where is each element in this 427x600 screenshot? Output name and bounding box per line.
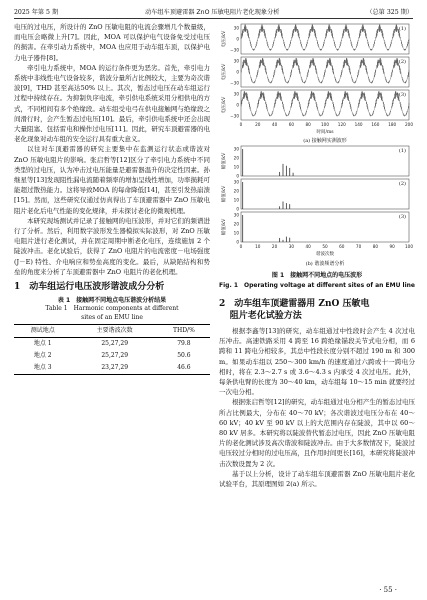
figure-caption-en: Fig. 1 Operating voltage at different sites of an EMU line xyxy=(219,282,415,289)
table-header-row xyxy=(14,325,210,338)
x-tick-label: 30 xyxy=(288,244,295,249)
paragraph: 基于以上分析，设计了动车组车顶避雷器 ZnO 压敏电阻片老化试验平台，其原理图如 2(a) 所示。 xyxy=(219,469,415,489)
y-axis-label: 电压/kV xyxy=(222,30,227,48)
voltage-waveform xyxy=(241,58,409,83)
x-tick-label: 100 xyxy=(405,244,413,249)
y-tick-label: 30 xyxy=(233,91,239,97)
issue-total-label: （总第 325 期） xyxy=(366,8,413,16)
spectrum-axes-frame xyxy=(241,146,409,176)
running-header xyxy=(14,5,413,17)
x-tick-label: 140 xyxy=(354,122,363,127)
page-number: · 55 · xyxy=(379,586,397,594)
y-tick-label: 20 xyxy=(233,221,239,227)
panel-label: (3) xyxy=(398,92,406,98)
x-tick-label: 60 xyxy=(339,244,345,249)
x-tick-label: 200 xyxy=(405,122,413,127)
figure-1-plots xyxy=(219,22,415,270)
table-row xyxy=(14,362,210,375)
x-tick-label: 0 xyxy=(239,244,243,249)
y-tick-label: 20 xyxy=(233,188,239,194)
x-axis-label: 时间/ms xyxy=(316,130,334,135)
panel-label: (2) xyxy=(398,59,406,65)
y-tick-label: 10 xyxy=(233,230,239,236)
issue-label: 2025 年第 5 期 xyxy=(14,8,59,16)
y-tick-label: 0 xyxy=(236,102,239,108)
y-tick-label: 10 xyxy=(233,164,239,170)
y-tick-label: 0 xyxy=(236,206,239,212)
spectrum-axes-frame xyxy=(241,179,409,209)
panel-label: (2) xyxy=(398,181,406,187)
paragraph: 根据李鑫等[13]的研究，动车组通过中性段时会产生 4 次过电压冲击。高速铁路采用 4 跨至 16 跨绝缘锚段关节式电分相，而 6 跨和 11 跨电分相较多，其总中性段长度分别不超过 190 m 和 300 m。如果动车组以 250～300 km/h 的速度通过六跨或十一跨电分相时，将在 2.3～2.7 s 或 3.6～4.3 s 内承受 4 次过电压。此外，每条供电臂的长度为 30～40 km，动车组每 10～15 min 就要经过一次电分相。 xyxy=(219,327,415,397)
table-header: 主要谐波次数 xyxy=(96,327,133,335)
x-tick-label: 80 xyxy=(372,244,379,249)
left-column xyxy=(14,22,210,375)
table-cell: 地点 2 xyxy=(33,352,52,360)
paragraph: 电压的过电压，所设计的 ZnO 压敏电阻的电流会骤增几个数量级，而电压会略微上升[7]。因此，MOA 可以保护电气设备免受过电压的损害。在牵引动力系统中，MOA 也应用于动车组车顶，以保护电力电子器件[8]。 xyxy=(14,23,210,62)
panel-label: (1) xyxy=(398,26,406,32)
table-cell: 79.8 xyxy=(177,340,191,348)
y-axis-label: 电压/kV xyxy=(222,63,227,81)
y-tick-label: 30 xyxy=(233,25,239,31)
voltage-waveform xyxy=(241,25,409,51)
y-axis-label: 电压/kV xyxy=(222,96,227,114)
x-tick-label: 0 xyxy=(239,122,243,127)
table-caption-en: sites of an EMU line xyxy=(81,313,143,321)
figure-1 xyxy=(219,22,415,270)
right-column xyxy=(219,22,415,489)
table-cell: 25,27,29 xyxy=(101,352,129,360)
table-caption-cn: 表 1 接触网不同地点电压谐波分析结果 xyxy=(57,297,167,305)
panel-caption: (a) 接触网实测波形 xyxy=(303,138,347,144)
table-caption-en: Table 1 Harmonic components at different xyxy=(45,305,179,313)
header-rule xyxy=(14,18,413,19)
y-axis-label: 幅值/kV xyxy=(222,218,227,236)
table-header: 测试地点 xyxy=(30,327,55,335)
x-tick-label: 120 xyxy=(337,122,346,127)
panel-label: (3) xyxy=(398,214,406,220)
x-tick-label: 90 xyxy=(389,244,395,249)
y-tick-label: 30 xyxy=(233,58,239,64)
paragraph: 本研究现场测试并记录了接触网的电压波形，并对它们的频谱进行了分析。然后，利用数字波形发生器模拟实际波形，对 ZnO 压敏电阻片进行老化测试，并在固定周期中断老化电压，连续施加 2 个陡波冲击。老化试验后，获得了 ZnO 电阻片的电流密度－电场强度(J－E) 特性、介电响应和势垒高度的变化。最后，从缺陷结构和势垒的角度来分析了车顶避雷器中 ZnO 电阻片的老化机理。 xyxy=(14,216,210,276)
x-tick-label: 50 xyxy=(322,244,328,249)
section-heading: 2 动车组车顶避雷器用 ZnO 压敏电 xyxy=(219,299,370,309)
y-axis-label: 幅值/kV xyxy=(222,152,227,170)
x-tick-label: 180 xyxy=(388,122,397,127)
x-tick-label: 60 xyxy=(288,122,295,127)
y-tick-label: 30 xyxy=(233,212,239,218)
x-axis-label: 谐波次数 xyxy=(316,252,334,257)
x-tick-label: 80 xyxy=(305,122,311,127)
table-cell: 23,27,29 xyxy=(101,364,129,372)
x-tick-label: 40 xyxy=(305,244,311,249)
panel-label: (1) xyxy=(398,148,406,154)
section-heading-cont: 阻片老化试验方法 xyxy=(229,311,302,321)
section-heading: 1 动车组运行电压波形谐波成分分析 xyxy=(14,282,165,293)
x-tick-label: 10 xyxy=(255,244,261,249)
x-tick-label: 20 xyxy=(271,244,278,249)
y-tick-label: −30 xyxy=(230,47,239,53)
running-title: 动车组车顶避雷器 ZnO 压敏电阻片老化现象分析 xyxy=(144,8,280,16)
y-tick-label: 0 xyxy=(236,36,239,42)
y-tick-label: 10 xyxy=(233,197,239,203)
x-tick-label: 160 xyxy=(371,122,380,127)
y-tick-label: 30 xyxy=(233,146,239,152)
table-row xyxy=(14,338,210,351)
panel-caption: (b) 谐波频谱分析 xyxy=(305,261,345,267)
x-tick-label: 20 xyxy=(255,122,261,127)
y-tick-label: 30 xyxy=(233,179,239,185)
x-tick-label: 70 xyxy=(355,244,362,249)
table-row xyxy=(14,350,210,362)
spectrum-axes-frame xyxy=(241,212,409,242)
y-tick-label: −30 xyxy=(230,113,239,119)
table-header: THD/% xyxy=(173,327,195,335)
paragraph: 根据张启哲等[12]的研究，动车组通过电分相产生的暂态过电压所占比例最大，分布在 40～70 kV；各次谐波过电压分布在 40～60 kV；40 kV 至 90 kV 以上的大范围内存在陡波，其中以 60～80 kV 居多。本研究将以陡波替代暂态过电压，因此 ZnO 压敏电阻片的老化测试涉及高次谐波和陡波冲击。由于大多数情况下，陡波过电压较过分相时的过电压高，且作用时间更长[16]，本研究将陡波冲击次数设置为 2 次。 xyxy=(219,398,415,468)
figure-caption-cn: 图 1 接触网不同地点的电压波形 xyxy=(271,272,363,279)
table-cell: 地点 3 xyxy=(33,364,52,372)
y-tick-label: 0 xyxy=(236,173,239,179)
table-cell: 50.6 xyxy=(177,352,191,360)
table-cell: 25,27,29 xyxy=(101,340,129,348)
y-tick-label: 0 xyxy=(236,239,239,245)
harmonic-table xyxy=(14,324,210,375)
y-tick-label: 20 xyxy=(233,155,239,161)
x-tick-label: 40 xyxy=(271,122,278,127)
voltage-waveform xyxy=(241,91,409,116)
paragraph: 牵引电力系统中，MOA 的运行条件更为恶劣。首先，牵引电力系统中非线性电气设备较多，谐波分量所占比例较大，主要为奇次谐波[9]，THD 甚至高达50% 以上。其次，暂态过电压在动车组运行过程中持续存在。为抑制负序电流，牵引供电系统采用分相供电的方式，不同相间有多个绝缘段。动车组受电弓在供电接触网与绝缘段之间滑行时，会产生暂态过电压[10]。最后，牵引供电系统中还会出现大量阻塞、包括雷电和操作过电压[11]。因此，研究车顶避雷器的电老化现象对动车组的安全运行具有重大意义。 xyxy=(14,63,210,144)
table-cell: 地点 1 xyxy=(33,340,52,348)
y-tick-label: 0 xyxy=(236,69,239,75)
table-cell: 46.6 xyxy=(177,364,191,372)
paragraph: 以往对车顶避雷器的研究主要集中在监测运行状态或谐波对 ZnO 压敏电阻片的影响。张启哲等[12]区分了牵引电力系统中不同类型的过电压，认为冲击过电压能量是避雷器温升的决定性因素。孙继星等[13]发现阻性漏电流随着频率的增加呈线性增加，功率损耗可能超过散热能力。这将导致MOA 的每命降低[14]，甚至引发热崩溃[15]。然而，这些研究仅通过仿真得出了车顶避雷器中 ZnO 压敏电阻片老化后电气性能的变化规律，并未探讨老化的微观机理。 xyxy=(14,145,210,215)
y-axis-label: 幅值/kV xyxy=(222,185,227,203)
x-tick-label: 100 xyxy=(321,122,329,127)
y-tick-label: −30 xyxy=(230,80,239,86)
